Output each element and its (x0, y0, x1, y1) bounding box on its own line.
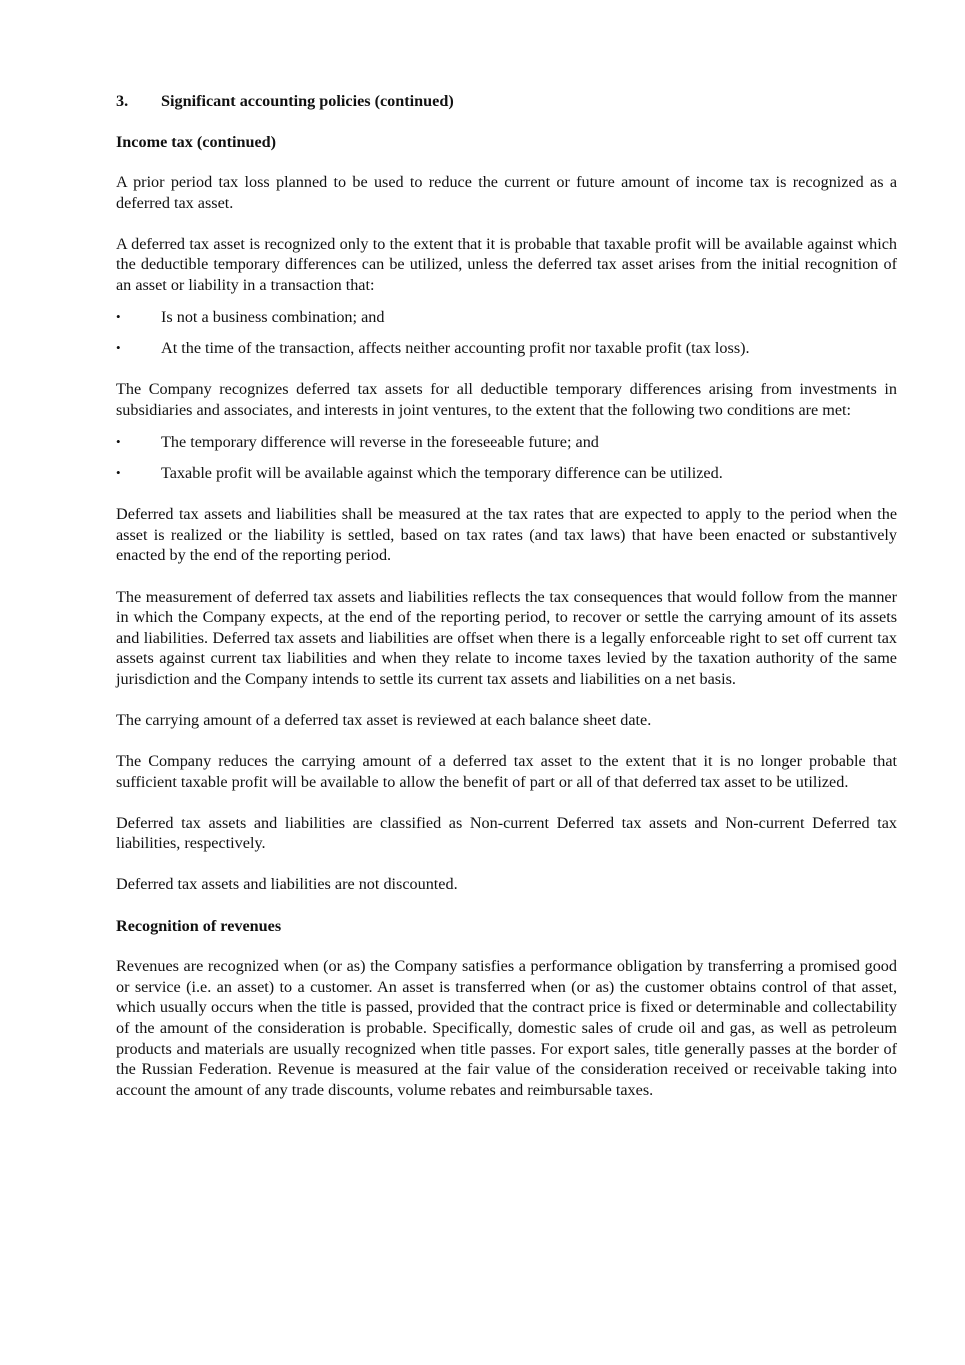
list-item (116, 338, 897, 359)
section-title-text: Significant accounting policies (continued) (161, 92, 454, 110)
bullet-icon: • (116, 340, 121, 356)
paragraph-investments-subsidiaries: The Company recognizes deferred tax assets for all deductible temporary differences arising from investments in subsidiaries and associates, and interests in joint ventures, to the extent that the following two conditions are met: (116, 380, 897, 419)
list-item (116, 307, 897, 328)
list-item-text: The temporary difference will reverse in the foreseeable future; and (161, 433, 599, 452)
list-item (116, 432, 897, 453)
section-number: 3. (116, 92, 129, 110)
paragraph-classification: Deferred tax assets and liabilities are classified as Non-current Deferred tax assets and Non-current Deferred tax liabilities, respectively. (116, 813, 897, 853)
bullet-list-transaction-conditions (116, 307, 897, 359)
paragraph-tax-loss: A prior period tax loss planned to be used to reduce the current or future amount of income tax is recognized as a deferred tax asset. (116, 173, 897, 212)
section-title (116, 91, 897, 112)
list-item-text: Taxable profit will be available against which the temporary difference can be utilized. (161, 464, 723, 483)
bullet-icon: • (116, 434, 121, 450)
paragraph-measurement-consequences: The measurement of deferred tax assets and liabilities reflects the tax consequences that would follow from the manner in which the Company expects, at the end of the reporting period, to recover or settle the carrying amount of its assets and liabilities. Deferred tax assets and liabilities are offset when there is a legally enforceable right to set off current tax assets against current tax liabilities and when they relate to income taxes levied by the taxation authority of the same jurisdiction and the Company intends to settle its current tax assets and liabilities on a net basis. (116, 587, 897, 688)
paragraph-carrying-amount-review: The carrying amount of a deferred tax asset is reviewed at each balance sheet date. (116, 710, 652, 729)
paragraph-carrying-amount-reduction: The Company reduces the carrying amount of a deferred tax asset to the extent that it is no longer probable that sufficient taxable profit will be available to allow the benefit of part or all of that deferred tax asset to be utilized. (116, 752, 897, 791)
paragraph-deferred-tax-recognition: A deferred tax asset is recognized only to the extent that it is probable that taxable profit will be available against which the deductible temporary differences can be utilized, unless the deferred tax asset arises from the initial recognition of an asset or liability in a transaction that: (116, 234, 897, 295)
bullet-icon: • (116, 309, 121, 325)
list-item (116, 463, 897, 484)
bullet-list-two-conditions (116, 432, 897, 484)
income-tax-heading: Income tax (continued) (116, 132, 277, 151)
paragraph-not-discounted: Deferred tax assets and liabilities are not discounted. (116, 875, 458, 894)
list-item-text: Is not a business combination; and (161, 308, 385, 327)
paragraph-measurement-rates: Deferred tax assets and liabilities shall be measured at the tax rates that are expected to apply to the period when the asset is realized or the liability is settled, based on tax rates (and tax laws) that have been enacted or substantively enacted by the end of the reporting period. (116, 505, 897, 565)
paragraph-revenue-recognition: Revenues are recognized when (or as) the Company satisfies a performance obligation by transferring a promised good or service (i.e. an asset) to a customer. An asset is transferred when (or as) the customer obtains control of that asset, which usually occurs when the title is passed, provided that the contract price is fixed or determinable and collectability of the amount of the consideration is probable. Specifically, domestic sales of crude oil and gas, as well as petroleum products and materials are usually recognized when title passes. For export sales, title generally passes at the border of the Russian Federation. Revenue is measured at the fair value of the consideration received or receivable taking into account the amount of any trade discounts, volume rebates and reimbursable taxes. (116, 957, 897, 1099)
bullet-icon: • (116, 465, 121, 481)
revenues-heading: Recognition of revenues (116, 916, 282, 935)
document-page (116, 91, 897, 1121)
list-item-text: At the time of the transaction, affects neither accounting profit nor taxable profit (tax loss). (161, 339, 750, 358)
